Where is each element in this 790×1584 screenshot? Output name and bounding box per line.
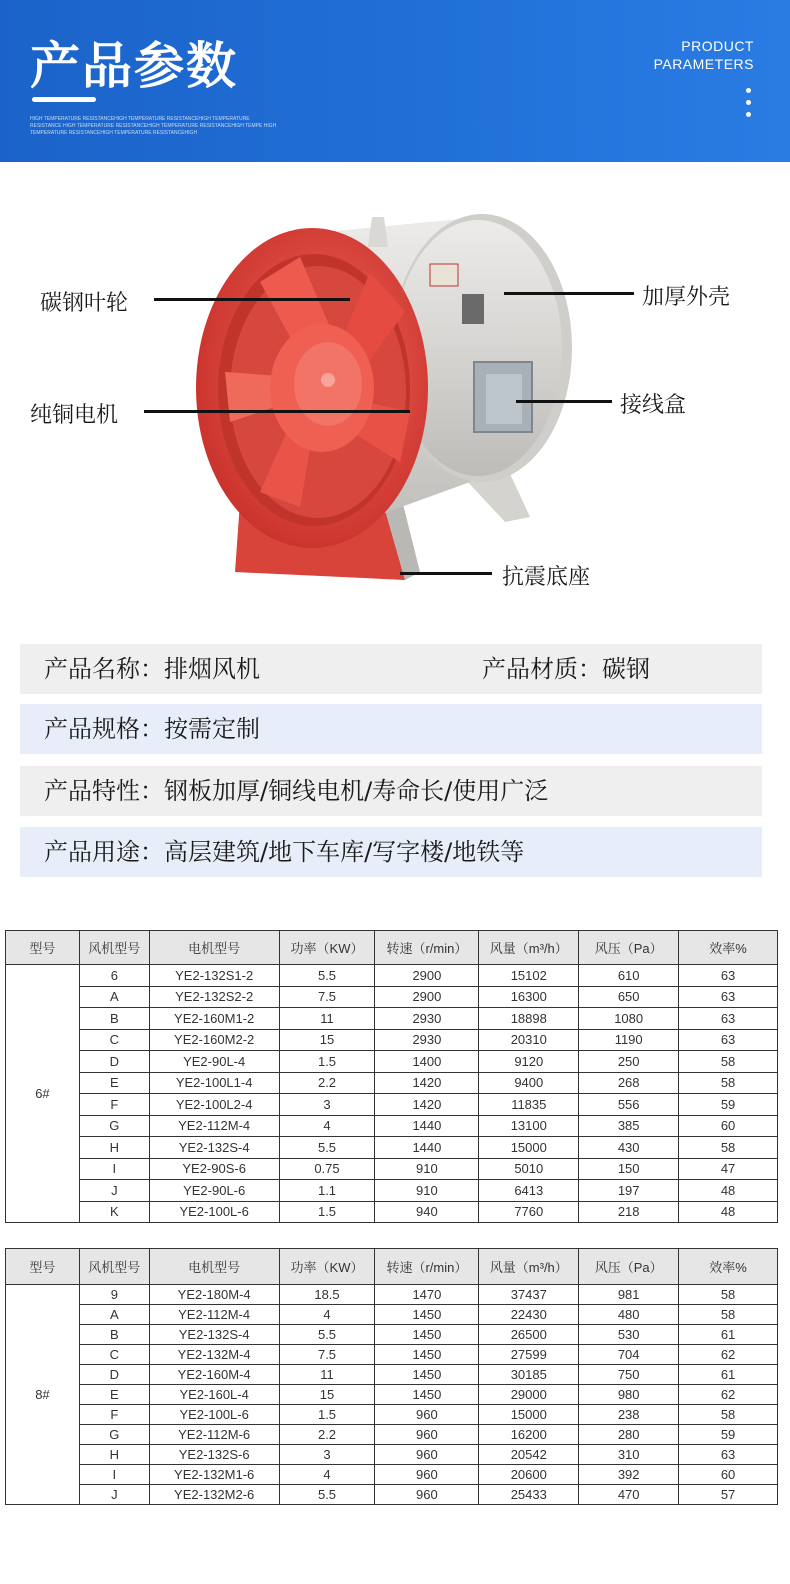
col-header: 转速（r/min） bbox=[375, 1249, 479, 1285]
table-cell: 48 bbox=[679, 1180, 778, 1202]
col-header: 功率（KW） bbox=[279, 1249, 375, 1285]
table-cell: 22430 bbox=[479, 1305, 579, 1325]
table-cell: 13100 bbox=[479, 1115, 579, 1137]
table-cell: 25433 bbox=[479, 1485, 579, 1505]
col-header: 风压（Pa） bbox=[579, 1249, 679, 1285]
table-cell: YE2-132S1-2 bbox=[149, 965, 279, 987]
table-cell: C bbox=[79, 1345, 149, 1365]
col-header: 效率% bbox=[679, 1249, 778, 1285]
table-cell: 63 bbox=[679, 986, 778, 1008]
table-row bbox=[6, 1137, 778, 1159]
table-cell: 0.75 bbox=[279, 1158, 375, 1180]
product-features: 产品特性：钢板加厚/铜线电机/寿命长/使用广泛 bbox=[44, 777, 549, 805]
table-row bbox=[6, 1325, 778, 1345]
table-cell: 27599 bbox=[479, 1345, 579, 1365]
table-cell: D bbox=[79, 1365, 149, 1385]
table-cell: 58 bbox=[679, 1305, 778, 1325]
table-cell: 1450 bbox=[375, 1345, 479, 1365]
banner-en-line1: PRODUCT bbox=[681, 38, 754, 54]
table-cell: 1080 bbox=[579, 1008, 679, 1030]
table-cell: J bbox=[79, 1180, 149, 1202]
table-cell: 29000 bbox=[479, 1385, 579, 1405]
table-cell: 7.5 bbox=[279, 986, 375, 1008]
table-cell: 63 bbox=[679, 965, 778, 987]
table-cell: 960 bbox=[375, 1485, 479, 1505]
table-cell: 5.5 bbox=[279, 965, 375, 987]
callout-shell: 加厚外壳 bbox=[642, 285, 731, 310]
spec-table-8 bbox=[5, 1248, 778, 1505]
table-cell: YE2-112M-4 bbox=[149, 1305, 279, 1325]
table-cell: 1400 bbox=[375, 1051, 479, 1073]
table-cell: H bbox=[79, 1445, 149, 1465]
table-row bbox=[6, 1485, 778, 1505]
col-header: 风量（m³/h） bbox=[479, 1249, 579, 1285]
product-spec: 产品规格：按需定制 bbox=[44, 715, 260, 743]
table-cell: 1450 bbox=[375, 1325, 479, 1345]
table-cell: 9 bbox=[79, 1285, 149, 1305]
more-dots-icon bbox=[746, 88, 752, 120]
table-row bbox=[6, 1365, 778, 1385]
table-cell: YE2-132S-4 bbox=[149, 1137, 279, 1159]
table-row bbox=[6, 1465, 778, 1485]
table-cell: 5.5 bbox=[279, 1485, 375, 1505]
table-cell: 1.5 bbox=[279, 1201, 375, 1223]
table-cell: 6413 bbox=[479, 1180, 579, 1202]
table-cell: YE2-132M1-6 bbox=[149, 1465, 279, 1485]
callout-impeller: 碳钢叶轮 bbox=[40, 291, 129, 316]
table-row bbox=[6, 986, 778, 1008]
banner-en-line2: PARAMETERS bbox=[653, 56, 754, 72]
table-cell: 5.5 bbox=[279, 1325, 375, 1345]
table-cell: 960 bbox=[375, 1445, 479, 1465]
table-cell: 47 bbox=[679, 1158, 778, 1180]
table-header-row bbox=[6, 1249, 778, 1285]
table-cell: 15102 bbox=[479, 965, 579, 987]
info-name-bar bbox=[20, 644, 762, 694]
col-header: 电机型号 bbox=[149, 1249, 279, 1285]
title-underline bbox=[32, 97, 96, 102]
table-cell: 392 bbox=[579, 1465, 679, 1485]
table-cell: 650 bbox=[579, 986, 679, 1008]
table-cell: 30185 bbox=[479, 1365, 579, 1385]
table-cell: 268 bbox=[579, 1072, 679, 1094]
table-cell: C bbox=[79, 1029, 149, 1051]
table-cell: 150 bbox=[579, 1158, 679, 1180]
col-header: 风机型号 bbox=[79, 1249, 149, 1285]
table-cell: 15 bbox=[279, 1385, 375, 1405]
table-cell: 1450 bbox=[375, 1365, 479, 1385]
table-cell: 15000 bbox=[479, 1405, 579, 1425]
table-cell: 61 bbox=[679, 1365, 778, 1385]
table-cell: 57 bbox=[679, 1485, 778, 1505]
table-row bbox=[6, 1345, 778, 1365]
header-banner bbox=[0, 0, 790, 162]
spec-table-6 bbox=[5, 930, 778, 1223]
col-header: 效率% bbox=[679, 931, 778, 965]
table-cell: E bbox=[79, 1385, 149, 1405]
table-cell: 250 bbox=[579, 1051, 679, 1073]
table-cell: 960 bbox=[375, 1425, 479, 1445]
table-cell: 4 bbox=[279, 1305, 375, 1325]
table-row bbox=[6, 1445, 778, 1465]
table-cell: J bbox=[79, 1485, 149, 1505]
table-cell: 37437 bbox=[479, 1285, 579, 1305]
product-usage: 产品用途：高层建筑/地下车库/写字楼/地铁等 bbox=[44, 838, 525, 866]
table-cell: 1.5 bbox=[279, 1051, 375, 1073]
table-cell: 58 bbox=[679, 1051, 778, 1073]
table-cell: 2900 bbox=[375, 965, 479, 987]
table-cell: 910 bbox=[375, 1180, 479, 1202]
table-cell: 530 bbox=[579, 1325, 679, 1345]
table-cell: YE2-160M-4 bbox=[149, 1365, 279, 1385]
table-cell: YE2-132S2-2 bbox=[149, 986, 279, 1008]
table-row bbox=[6, 965, 778, 987]
product-name: 产品名称：排烟风机 bbox=[44, 655, 260, 683]
table-cell: YE2-112M-6 bbox=[149, 1425, 279, 1445]
table-cell: 11 bbox=[279, 1365, 375, 1385]
col-header: 风压（Pa） bbox=[579, 931, 679, 965]
table-cell: 1190 bbox=[579, 1029, 679, 1051]
table-cell: B bbox=[79, 1325, 149, 1345]
table-cell: 16200 bbox=[479, 1425, 579, 1445]
table-cell: 60 bbox=[679, 1115, 778, 1137]
table-cell: 1440 bbox=[375, 1115, 479, 1137]
table-cell: 2.2 bbox=[279, 1072, 375, 1094]
table-cell: 63 bbox=[679, 1445, 778, 1465]
group-cell: 8# bbox=[6, 1285, 80, 1505]
table-row bbox=[6, 1201, 778, 1223]
table-cell: 20542 bbox=[479, 1445, 579, 1465]
table-cell: 280 bbox=[579, 1425, 679, 1445]
table-cell: 58 bbox=[679, 1285, 778, 1305]
table-row bbox=[6, 1425, 778, 1445]
table-cell: 58 bbox=[679, 1137, 778, 1159]
table-cell: F bbox=[79, 1094, 149, 1116]
product-material: 产品材质：碳钢 bbox=[482, 655, 650, 683]
table-cell: 704 bbox=[579, 1345, 679, 1365]
table-cell: 3 bbox=[279, 1445, 375, 1465]
table-cell: 63 bbox=[679, 1029, 778, 1051]
info-spec-bar bbox=[20, 704, 762, 754]
table-cell: 1450 bbox=[375, 1385, 479, 1405]
callout-junction-box: 接线盒 bbox=[620, 393, 687, 418]
table-cell: E bbox=[79, 1072, 149, 1094]
table-cell: 63 bbox=[679, 1008, 778, 1030]
table-cell: 1470 bbox=[375, 1285, 479, 1305]
table-cell: 480 bbox=[579, 1305, 679, 1325]
callout-junction-box-line bbox=[516, 400, 612, 403]
table-cell: 62 bbox=[679, 1385, 778, 1405]
table-cell: 1420 bbox=[375, 1094, 479, 1116]
info-features-bar bbox=[20, 766, 762, 816]
table-cell: A bbox=[79, 986, 149, 1008]
table-cell: 1.1 bbox=[279, 1180, 375, 1202]
table-cell: 610 bbox=[579, 965, 679, 987]
product-figure bbox=[0, 162, 790, 632]
table-cell: 26500 bbox=[479, 1325, 579, 1345]
table-cell: 15000 bbox=[479, 1137, 579, 1159]
callout-base: 抗震底座 bbox=[502, 565, 591, 590]
table-row bbox=[6, 1158, 778, 1180]
table-row bbox=[6, 1405, 778, 1425]
col-header: 电机型号 bbox=[149, 931, 279, 965]
table-row bbox=[6, 1094, 778, 1116]
banner-decor-text: HIGH TEMPERATURE RESISTANCEHIGH TEMPERATURE RESISTANCEHIGH TEMPERATURE RESISTANCE HIGH TEMPERATURE RESISTANCEHIGH TEMPERATURE RESISTANCEHIGH TEMPE HIGH TEMPERATURE RESISTANCEHIGH TEMPERATURE RESISTANCEHIGH bbox=[30, 116, 277, 136]
table-cell: 16300 bbox=[479, 986, 579, 1008]
table-cell: 60 bbox=[679, 1465, 778, 1485]
table-cell: 385 bbox=[579, 1115, 679, 1137]
table-cell: 1450 bbox=[375, 1305, 479, 1325]
table-cell: D bbox=[79, 1051, 149, 1073]
table-cell: 981 bbox=[579, 1285, 679, 1305]
table-cell: K bbox=[79, 1201, 149, 1223]
callout-base-line bbox=[400, 572, 492, 575]
table-cell: 310 bbox=[579, 1445, 679, 1465]
callout-motor: 纯铜电机 bbox=[30, 403, 119, 428]
col-header: 型号 bbox=[6, 1249, 80, 1285]
table-cell: YE2-90S-6 bbox=[149, 1158, 279, 1180]
table-cell: 61 bbox=[679, 1325, 778, 1345]
table-row bbox=[6, 1051, 778, 1073]
callout-impeller-line bbox=[154, 298, 350, 301]
table-header-row bbox=[6, 931, 778, 965]
table-cell: YE2-112M-4 bbox=[149, 1115, 279, 1137]
table-cell: 4 bbox=[279, 1465, 375, 1485]
table-row bbox=[6, 1029, 778, 1051]
table-cell: YE2-100L-6 bbox=[149, 1405, 279, 1425]
table-cell: 11835 bbox=[479, 1094, 579, 1116]
table-cell: 960 bbox=[375, 1405, 479, 1425]
table-cell: 18898 bbox=[479, 1008, 579, 1030]
table-cell: 48 bbox=[679, 1201, 778, 1223]
table-cell: YE2-132S-6 bbox=[149, 1445, 279, 1465]
table-cell: 3 bbox=[279, 1094, 375, 1116]
group-cell: 6# bbox=[6, 965, 80, 1223]
table-cell: YE2-160M1-2 bbox=[149, 1008, 279, 1030]
table-cell: YE2-160M2-2 bbox=[149, 1029, 279, 1051]
table-cell: 58 bbox=[679, 1072, 778, 1094]
table-cell: 9400 bbox=[479, 1072, 579, 1094]
table-cell: 11 bbox=[279, 1008, 375, 1030]
table-cell: YE2-160L-4 bbox=[149, 1385, 279, 1405]
table-cell: F bbox=[79, 1405, 149, 1425]
table-cell: 1.5 bbox=[279, 1405, 375, 1425]
table-cell: 430 bbox=[579, 1137, 679, 1159]
page-title: 产品参数 bbox=[30, 37, 238, 95]
table-cell: 940 bbox=[375, 1201, 479, 1223]
table-cell: YE2-132S-4 bbox=[149, 1325, 279, 1345]
table-cell: 960 bbox=[375, 1465, 479, 1485]
table-cell: 556 bbox=[579, 1094, 679, 1116]
table-row bbox=[6, 1072, 778, 1094]
table-cell: YE2-90L-4 bbox=[149, 1051, 279, 1073]
table-cell: 218 bbox=[579, 1201, 679, 1223]
table-cell: 2930 bbox=[375, 1029, 479, 1051]
table-cell: 9120 bbox=[479, 1051, 579, 1073]
table-cell: G bbox=[79, 1425, 149, 1445]
table-cell: 5010 bbox=[479, 1158, 579, 1180]
info-usage-bar bbox=[20, 827, 762, 877]
table-cell: 59 bbox=[679, 1425, 778, 1445]
col-header: 风量（m³/h） bbox=[479, 931, 579, 965]
table-cell: 238 bbox=[579, 1405, 679, 1425]
table-cell: 5.5 bbox=[279, 1137, 375, 1159]
table-cell: 20310 bbox=[479, 1029, 579, 1051]
table-cell: I bbox=[79, 1465, 149, 1485]
table-cell: YE2-100L1-4 bbox=[149, 1072, 279, 1094]
table-cell: 750 bbox=[579, 1365, 679, 1385]
table-cell: 15 bbox=[279, 1029, 375, 1051]
callout-shell-line bbox=[504, 292, 634, 295]
table-cell: 1420 bbox=[375, 1072, 479, 1094]
table-cell: 470 bbox=[579, 1485, 679, 1505]
callout-motor-line bbox=[144, 410, 410, 413]
table-cell: 58 bbox=[679, 1405, 778, 1425]
table-cell: 7760 bbox=[479, 1201, 579, 1223]
col-header: 风机型号 bbox=[79, 931, 149, 965]
table-cell: 6 bbox=[79, 965, 149, 987]
table-cell: 2900 bbox=[375, 986, 479, 1008]
table-cell: 4 bbox=[279, 1115, 375, 1137]
table-cell: YE2-132M-4 bbox=[149, 1345, 279, 1365]
banner-english-subtitle bbox=[654, 37, 754, 73]
table-cell: YE2-90L-6 bbox=[149, 1180, 279, 1202]
col-header: 转速（r/min） bbox=[375, 931, 479, 965]
table-row bbox=[6, 1285, 778, 1305]
table-cell: 18.5 bbox=[279, 1285, 375, 1305]
table-row bbox=[6, 1180, 778, 1202]
table-cell: I bbox=[79, 1158, 149, 1180]
col-header: 功率（KW） bbox=[279, 931, 375, 965]
table-row bbox=[6, 1008, 778, 1030]
table-row bbox=[6, 1115, 778, 1137]
table-cell: YE2-132M2-6 bbox=[149, 1485, 279, 1505]
table-cell: 1440 bbox=[375, 1137, 479, 1159]
table-cell: 197 bbox=[579, 1180, 679, 1202]
table-cell: 62 bbox=[679, 1345, 778, 1365]
table-cell: 59 bbox=[679, 1094, 778, 1116]
table-row bbox=[6, 1305, 778, 1325]
table-cell: A bbox=[79, 1305, 149, 1325]
table-cell: B bbox=[79, 1008, 149, 1030]
table-cell: YE2-100L-6 bbox=[149, 1201, 279, 1223]
table-cell: YE2-180M-4 bbox=[149, 1285, 279, 1305]
table-cell: 980 bbox=[579, 1385, 679, 1405]
table-cell: 7.5 bbox=[279, 1345, 375, 1365]
table-cell: 910 bbox=[375, 1158, 479, 1180]
table-cell: H bbox=[79, 1137, 149, 1159]
table-cell: 2.2 bbox=[279, 1425, 375, 1445]
table-cell: 20600 bbox=[479, 1465, 579, 1485]
table-cell: YE2-100L2-4 bbox=[149, 1094, 279, 1116]
table-cell: 2930 bbox=[375, 1008, 479, 1030]
col-header: 型号 bbox=[6, 931, 80, 965]
table-cell: G bbox=[79, 1115, 149, 1137]
table-row bbox=[6, 1385, 778, 1405]
